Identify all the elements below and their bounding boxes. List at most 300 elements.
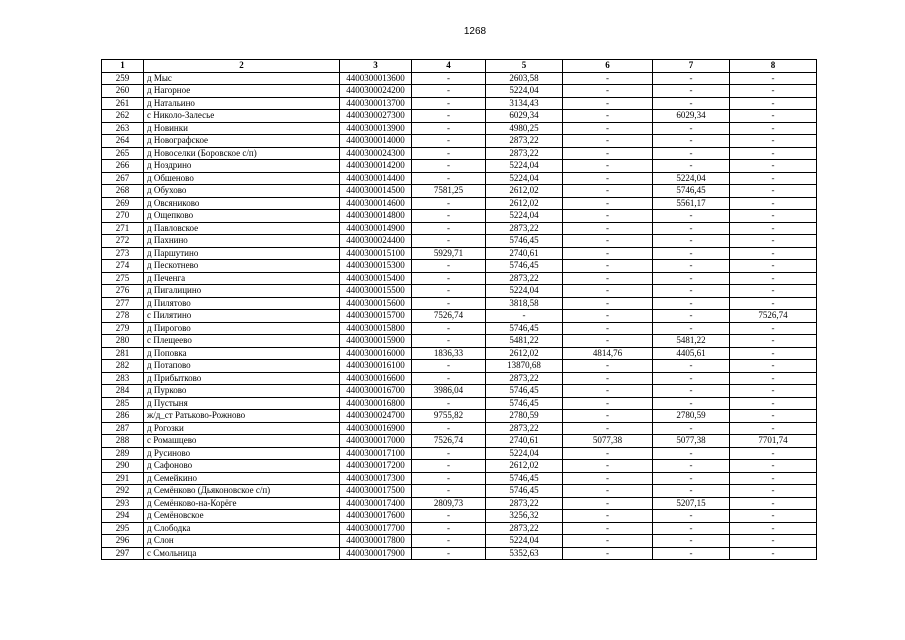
table-cell: 4400300016700 <box>340 385 412 398</box>
table-cell: - <box>412 110 486 123</box>
table-cell: - <box>563 472 653 485</box>
table-cell: - <box>653 422 730 435</box>
table-row <box>102 85 817 98</box>
table-row <box>102 510 817 523</box>
table-cell: 4400300017200 <box>340 460 412 473</box>
table-cell: 3134,43 <box>486 97 563 110</box>
table-cell: - <box>653 447 730 460</box>
table-cell: 297 <box>102 547 144 560</box>
table-cell: 2780,59 <box>486 410 563 423</box>
table-cell: 276 <box>102 285 144 298</box>
table-cell: - <box>412 85 486 98</box>
table-cell: - <box>653 285 730 298</box>
table-cell: 4400300024300 <box>340 147 412 160</box>
table-cell: - <box>730 360 817 373</box>
table-cell: 5746,45 <box>486 322 563 335</box>
table-cell: - <box>563 360 653 373</box>
table-cell: - <box>563 285 653 298</box>
table-cell: 4400300014000 <box>340 135 412 148</box>
table-cell: 4980,25 <box>486 122 563 135</box>
table-cell: - <box>730 210 817 223</box>
table-cell: 4400300017500 <box>340 485 412 498</box>
table-cell: - <box>653 147 730 160</box>
table-cell: с Смольница <box>144 547 340 560</box>
table-cell: - <box>730 510 817 523</box>
table-cell: 280 <box>102 335 144 348</box>
table-row <box>102 310 817 323</box>
table-cell: д Овсяниково <box>144 197 340 210</box>
table-cell: - <box>730 485 817 498</box>
table-cell: 1836,33 <box>412 347 486 360</box>
table-row <box>102 222 817 235</box>
table-cell: - <box>730 285 817 298</box>
table-cell: - <box>730 222 817 235</box>
table-cell: - <box>563 397 653 410</box>
table-cell: д Новографское <box>144 135 340 148</box>
table-cell: 259 <box>102 72 144 85</box>
table-cell: д Печенга <box>144 272 340 285</box>
table-cell: - <box>563 160 653 173</box>
table-cell: - <box>563 197 653 210</box>
table-cell: 4405,61 <box>653 347 730 360</box>
table-cell: - <box>653 547 730 560</box>
table-cell: - <box>412 547 486 560</box>
table-cell: - <box>563 297 653 310</box>
table-cell: - <box>653 472 730 485</box>
table-cell: - <box>412 72 486 85</box>
table-cell: 288 <box>102 435 144 448</box>
table-cell: 269 <box>102 197 144 210</box>
table-cell: - <box>653 247 730 260</box>
table-cell: 4400300015800 <box>340 322 412 335</box>
table-cell: 289 <box>102 447 144 460</box>
table-cell: - <box>412 322 486 335</box>
table-cell: 283 <box>102 372 144 385</box>
table-cell: - <box>412 160 486 173</box>
table-cell: 270 <box>102 210 144 223</box>
table-cell: д Ощепково <box>144 210 340 223</box>
table-cell: 266 <box>102 160 144 173</box>
table-cell: - <box>563 147 653 160</box>
table-cell: - <box>563 522 653 535</box>
table-cell: - <box>412 460 486 473</box>
table-cell: 6029,34 <box>486 110 563 123</box>
table-cell: д Пигалицино <box>144 285 340 298</box>
table-cell: 2612,02 <box>486 185 563 198</box>
table-cell: 3818,58 <box>486 297 563 310</box>
table-cell: - <box>730 460 817 473</box>
table-cell: 4400300017400 <box>340 497 412 510</box>
table-cell: - <box>653 372 730 385</box>
table-cell: 290 <box>102 460 144 473</box>
table-cell: д Пурково <box>144 385 340 398</box>
table-cell: - <box>730 235 817 248</box>
table-cell: - <box>563 547 653 560</box>
table-cell: - <box>563 260 653 273</box>
table-cell: - <box>653 397 730 410</box>
table-cell: 292 <box>102 485 144 498</box>
table-cell: 2873,22 <box>486 272 563 285</box>
table-cell: - <box>653 360 730 373</box>
table-cell: 5929,71 <box>412 247 486 260</box>
table-row <box>102 260 817 273</box>
table-cell: - <box>563 460 653 473</box>
table-cell: 5224,04 <box>486 447 563 460</box>
table-cell: 4400300015400 <box>340 272 412 285</box>
table-row <box>102 272 817 285</box>
table-cell: - <box>730 72 817 85</box>
table-cell: - <box>563 97 653 110</box>
table-cell: 278 <box>102 310 144 323</box>
table-cell: 4400300013600 <box>340 72 412 85</box>
table-cell: - <box>653 322 730 335</box>
table-cell: д Поповка <box>144 347 340 360</box>
table-cell: - <box>730 147 817 160</box>
table-row <box>102 72 817 85</box>
table-cell: - <box>730 185 817 198</box>
table-cell: - <box>730 197 817 210</box>
table-cell: - <box>563 372 653 385</box>
table-cell: 2873,22 <box>486 135 563 148</box>
table-cell: 274 <box>102 260 144 273</box>
table-cell: 4400300017600 <box>340 510 412 523</box>
table-cell: - <box>730 85 817 98</box>
table-cell: - <box>412 197 486 210</box>
column-header: 1 <box>102 60 144 73</box>
table-cell: - <box>563 222 653 235</box>
table-cell: 5224,04 <box>486 535 563 548</box>
table-cell: д Семёновское <box>144 510 340 523</box>
table-row <box>102 547 817 560</box>
table-cell: д Обухово <box>144 185 340 198</box>
table-cell: - <box>412 147 486 160</box>
table-row <box>102 472 817 485</box>
table-cell: 5077,38 <box>563 435 653 448</box>
table-cell: 4400300017000 <box>340 435 412 448</box>
table-cell: д Ноздрино <box>144 160 340 173</box>
table-cell: - <box>653 72 730 85</box>
table-cell: - <box>563 210 653 223</box>
table-cell: - <box>730 497 817 510</box>
table-cell: 271 <box>102 222 144 235</box>
table-cell: - <box>563 185 653 198</box>
table-cell: д Пирогово <box>144 322 340 335</box>
table-body <box>102 72 817 560</box>
table-cell: - <box>412 447 486 460</box>
table-cell: - <box>653 260 730 273</box>
table-cell: 5746,45 <box>486 397 563 410</box>
table-cell: с Николо-Залесье <box>144 110 340 123</box>
table-cell: д Обшеново <box>144 172 340 185</box>
table-cell: - <box>563 410 653 423</box>
table-cell: - <box>653 535 730 548</box>
column-header: 7 <box>653 60 730 73</box>
table-cell: 277 <box>102 297 144 310</box>
table-cell: 5077,38 <box>653 435 730 448</box>
table-cell: 4400300017100 <box>340 447 412 460</box>
table-cell: - <box>730 335 817 348</box>
table-cell: - <box>412 485 486 498</box>
table-cell: - <box>730 135 817 148</box>
table-cell: 268 <box>102 185 144 198</box>
table-cell: д Нагорное <box>144 85 340 98</box>
table-cell: 5224,04 <box>486 285 563 298</box>
table-row <box>102 185 817 198</box>
table-cell: 5746,45 <box>486 485 563 498</box>
table-cell: д Прибытково <box>144 372 340 385</box>
table-cell: - <box>412 422 486 435</box>
table-cell: - <box>412 122 486 135</box>
table-cell: 296 <box>102 535 144 548</box>
table-cell: - <box>412 222 486 235</box>
table-cell: 4400300014400 <box>340 172 412 185</box>
table-cell: 2873,22 <box>486 422 563 435</box>
table-cell: 279 <box>102 322 144 335</box>
table-row <box>102 360 817 373</box>
table-cell: - <box>563 135 653 148</box>
table-cell: - <box>563 535 653 548</box>
table-cell: - <box>563 447 653 460</box>
table-row <box>102 535 817 548</box>
table-cell: - <box>563 510 653 523</box>
table-cell: 2809,73 <box>412 497 486 510</box>
table-cell: - <box>563 497 653 510</box>
table-cell: - <box>653 385 730 398</box>
table-cell: 5561,17 <box>653 197 730 210</box>
table-cell: - <box>563 122 653 135</box>
table-row <box>102 497 817 510</box>
table-cell: д Пилятово <box>144 297 340 310</box>
table-cell: - <box>412 135 486 148</box>
table-cell: 5224,04 <box>653 172 730 185</box>
table-cell: - <box>563 110 653 123</box>
table-row <box>102 147 817 160</box>
table-cell: 263 <box>102 122 144 135</box>
table-cell: 2873,22 <box>486 147 563 160</box>
column-header: 4 <box>412 60 486 73</box>
table-cell: - <box>653 310 730 323</box>
table-cell: д Новинки <box>144 122 340 135</box>
table-cell: 265 <box>102 147 144 160</box>
table-cell: - <box>412 535 486 548</box>
table-cell: 4400300017800 <box>340 535 412 548</box>
table-row <box>102 297 817 310</box>
table-cell: - <box>730 247 817 260</box>
table-cell: 285 <box>102 397 144 410</box>
table-cell: 4400300024700 <box>340 410 412 423</box>
table-cell: д Слон <box>144 535 340 548</box>
table-cell: - <box>412 172 486 185</box>
table-cell: д Семёнково-на-Корёге <box>144 497 340 510</box>
table-cell: 4400300024200 <box>340 85 412 98</box>
table-cell: 2780,59 <box>653 410 730 423</box>
table-cell: 5224,04 <box>486 210 563 223</box>
table-cell: 260 <box>102 85 144 98</box>
table-cell: 2873,22 <box>486 497 563 510</box>
table-cell: - <box>653 97 730 110</box>
table-cell: - <box>412 260 486 273</box>
table-row <box>102 410 817 423</box>
table-cell: 262 <box>102 110 144 123</box>
table-cell: 5224,04 <box>486 85 563 98</box>
table-cell: д Семёнково (Дьяконовское с/п) <box>144 485 340 498</box>
table-cell: ж/д_ст Ратьково-Рожново <box>144 410 340 423</box>
page-number: 1268 <box>463 26 487 37</box>
table-cell: - <box>730 172 817 185</box>
table-header-row <box>102 60 817 73</box>
table-row <box>102 347 817 360</box>
table-cell: - <box>563 310 653 323</box>
table-cell: 5481,22 <box>486 335 563 348</box>
table-cell: д Натальино <box>144 97 340 110</box>
table-cell: д Сафоново <box>144 460 340 473</box>
table-cell: - <box>486 310 563 323</box>
table-cell: - <box>563 385 653 398</box>
table-cell: д Пахнино <box>144 235 340 248</box>
table-cell: - <box>563 322 653 335</box>
table-cell: 272 <box>102 235 144 248</box>
table-cell: 4400300016600 <box>340 372 412 385</box>
table-cell: - <box>563 335 653 348</box>
table-cell: 4400300016100 <box>340 360 412 373</box>
table-cell: с Ромашцево <box>144 435 340 448</box>
table-cell: 294 <box>102 510 144 523</box>
table-cell: - <box>730 110 817 123</box>
table-cell: д Русиново <box>144 447 340 460</box>
table-cell: - <box>653 222 730 235</box>
table-cell: 4400300015700 <box>340 310 412 323</box>
table-cell: - <box>653 297 730 310</box>
table-cell: 4400300015600 <box>340 297 412 310</box>
table-cell: д Мыс <box>144 72 340 85</box>
table-cell: - <box>412 397 486 410</box>
table-cell: д Потапово <box>144 360 340 373</box>
table-cell: 4400300015100 <box>340 247 412 260</box>
table-cell: 2612,02 <box>486 347 563 360</box>
table-cell: - <box>730 272 817 285</box>
table-cell: - <box>412 210 486 223</box>
table-cell: 4814,76 <box>563 347 653 360</box>
table-cell: - <box>653 210 730 223</box>
table-cell: - <box>730 372 817 385</box>
table-row <box>102 285 817 298</box>
table-cell: - <box>653 85 730 98</box>
table-cell: - <box>653 160 730 173</box>
table-cell: 7526,74 <box>412 310 486 323</box>
table-cell: - <box>653 235 730 248</box>
column-header: 8 <box>730 60 817 73</box>
table-cell: - <box>563 72 653 85</box>
table-cell: - <box>563 172 653 185</box>
table-cell: 5746,45 <box>653 185 730 198</box>
table-cell: 5746,45 <box>486 235 563 248</box>
table-cell: - <box>563 422 653 435</box>
table-cell: 3256,32 <box>486 510 563 523</box>
table-cell: 5224,04 <box>486 160 563 173</box>
table-cell: - <box>563 235 653 248</box>
table-cell: 4400300027300 <box>340 110 412 123</box>
table-cell: - <box>730 160 817 173</box>
table-cell: 293 <box>102 497 144 510</box>
table-cell: 275 <box>102 272 144 285</box>
table-cell: 7581,25 <box>412 185 486 198</box>
table-row <box>102 235 817 248</box>
table-row <box>102 447 817 460</box>
table-row <box>102 372 817 385</box>
table-cell: 5352,63 <box>486 547 563 560</box>
table-row <box>102 522 817 535</box>
column-header: 5 <box>486 60 563 73</box>
table-cell: 2612,02 <box>486 460 563 473</box>
table-cell: - <box>653 122 730 135</box>
table-cell: с Пилятино <box>144 310 340 323</box>
data-table <box>101 59 817 560</box>
table-cell: - <box>730 322 817 335</box>
table-cell: 264 <box>102 135 144 148</box>
table-cell: - <box>412 522 486 535</box>
table-cell: - <box>412 510 486 523</box>
table-cell: - <box>563 85 653 98</box>
table-cell: 4400300015900 <box>340 335 412 348</box>
table-cell: - <box>730 347 817 360</box>
table-cell: 4400300016900 <box>340 422 412 435</box>
table-cell: 4400300014900 <box>340 222 412 235</box>
table-cell: 4400300017900 <box>340 547 412 560</box>
table-cell: - <box>412 272 486 285</box>
table-cell: - <box>730 472 817 485</box>
column-header: 6 <box>563 60 653 73</box>
table-cell: - <box>412 360 486 373</box>
table-cell: - <box>730 447 817 460</box>
table-row <box>102 322 817 335</box>
table-cell: 2612,02 <box>486 197 563 210</box>
table-cell: 2740,61 <box>486 247 563 260</box>
table-cell: - <box>412 97 486 110</box>
table-cell: - <box>730 397 817 410</box>
table-cell: 4400300013700 <box>340 97 412 110</box>
table-cell: 4400300015300 <box>340 260 412 273</box>
table-cell: 4400300016800 <box>340 397 412 410</box>
table-cell: - <box>412 472 486 485</box>
table-cell: 4400300017300 <box>340 472 412 485</box>
table-cell: - <box>412 235 486 248</box>
table-row <box>102 172 817 185</box>
table-row <box>102 210 817 223</box>
table-cell: 4400300013900 <box>340 122 412 135</box>
table-row <box>102 247 817 260</box>
table-cell: 5746,45 <box>486 385 563 398</box>
table-cell: 5746,45 <box>486 472 563 485</box>
table-row <box>102 485 817 498</box>
table-cell: 13870,68 <box>486 360 563 373</box>
table-cell: д Пустыня <box>144 397 340 410</box>
table-cell: - <box>563 272 653 285</box>
table-cell: 4400300014600 <box>340 197 412 210</box>
table-cell: д Семейкино <box>144 472 340 485</box>
table-cell: - <box>412 372 486 385</box>
table-row <box>102 135 817 148</box>
table-cell: 7701,74 <box>730 435 817 448</box>
table-cell: 5224,04 <box>486 172 563 185</box>
table-row <box>102 435 817 448</box>
table-cell: 282 <box>102 360 144 373</box>
table-cell: 6029,34 <box>653 110 730 123</box>
table-cell: - <box>730 260 817 273</box>
table-cell: 4400300017700 <box>340 522 412 535</box>
table-cell: - <box>730 410 817 423</box>
table-row <box>102 97 817 110</box>
table-cell: 267 <box>102 172 144 185</box>
